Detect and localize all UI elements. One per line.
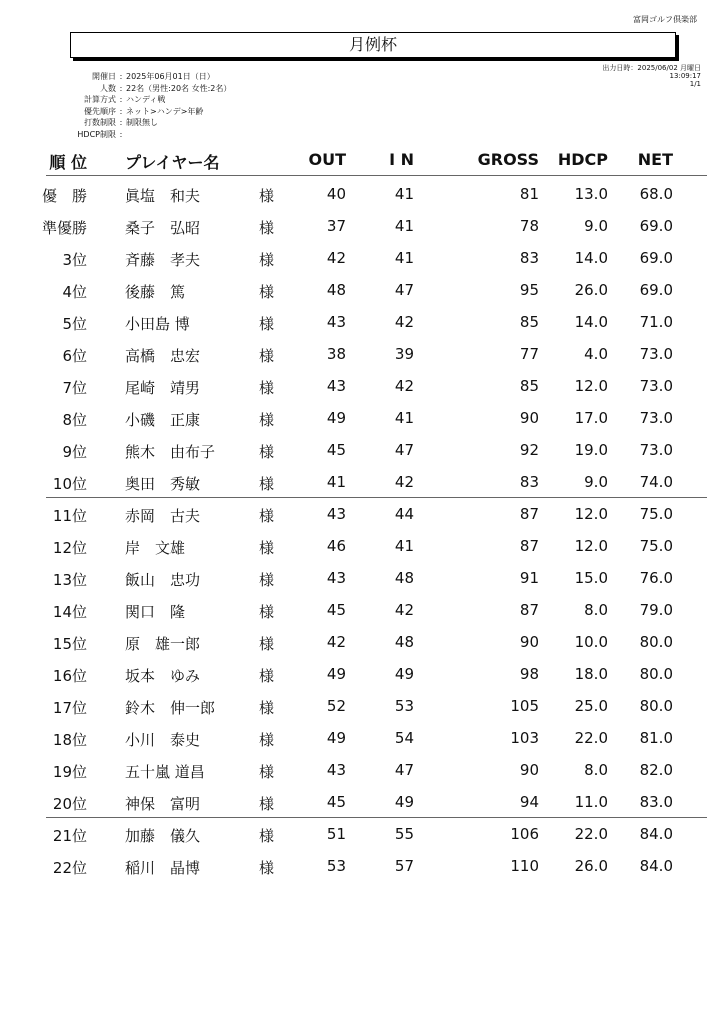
- cell-net: 81.0: [639, 729, 673, 747]
- cell-honorific: 様: [259, 731, 275, 749]
- cell-name: 斉藤 孝夫: [125, 251, 201, 269]
- cell-honorific: 様: [259, 763, 275, 781]
- cell-name: 関口 隆: [125, 603, 186, 621]
- cell-gross: 87: [519, 537, 539, 555]
- cell-in: 53: [394, 697, 414, 715]
- table-row: [0, 433, 723, 465]
- cell-net: 69.0: [639, 249, 673, 267]
- meta-row: 優先順序 : ネット>ハンデ>年齢: [42, 106, 231, 118]
- cell-name: 後藤 篤: [125, 283, 186, 301]
- header-player: プレイヤー名: [125, 153, 220, 172]
- cell-honorific: 様: [259, 315, 275, 333]
- cell-in: 42: [394, 313, 414, 331]
- meta-row: 計算方式 : ハンディ戦: [42, 94, 231, 106]
- cell-honorific: 様: [259, 667, 275, 685]
- cell-net: 73.0: [639, 377, 673, 395]
- cell-in: 47: [394, 441, 414, 459]
- cell-honorific: 様: [259, 411, 275, 429]
- cell-rank: 12位: [52, 539, 87, 557]
- cell-net: 76.0: [639, 569, 673, 587]
- cell-out: 42: [326, 249, 346, 267]
- cell-hdcp: 17.0: [574, 409, 608, 427]
- cell-net: 75.0: [639, 537, 673, 555]
- cell-hdcp: 13.0: [574, 185, 608, 203]
- cell-net: 69.0: [639, 217, 673, 235]
- cell-net: 83.0: [639, 793, 673, 811]
- cell-out: 43: [326, 569, 346, 587]
- meta-row: 打数制限 : 制限無し: [42, 117, 231, 129]
- cell-rank: 21位: [52, 827, 87, 845]
- cell-honorific: 様: [259, 859, 275, 877]
- table-row: [0, 561, 723, 593]
- meta-value: ハンディ戦: [126, 95, 166, 105]
- cell-hdcp: 26.0: [574, 281, 608, 299]
- cell-name: 原 雄一郎: [125, 635, 201, 653]
- cell-out: 43: [326, 313, 346, 331]
- cell-name: 稲川 晶博: [125, 859, 201, 877]
- table-row: [0, 209, 723, 241]
- cell-hdcp: 8.0: [584, 601, 608, 619]
- cell-in: 41: [394, 537, 414, 555]
- cell-gross: 87: [519, 601, 539, 619]
- cell-name: 赤岡 古夫: [125, 507, 201, 525]
- meta-row: 人数 : 22名（男性:20名 女性:2名）: [42, 83, 231, 95]
- table-row: [0, 849, 723, 881]
- cell-rank: 4位: [62, 283, 87, 301]
- results-table: [0, 177, 723, 881]
- output-time: 13:09:17: [669, 72, 701, 80]
- cell-gross: 83: [519, 249, 539, 267]
- cell-net: 84.0: [639, 857, 673, 875]
- cell-honorific: 様: [259, 379, 275, 397]
- cell-in: 49: [394, 665, 414, 683]
- table-row: [0, 689, 723, 721]
- cell-in: 48: [394, 633, 414, 651]
- cell-in: 48: [394, 569, 414, 587]
- cell-out: 49: [326, 409, 346, 427]
- table-row: [0, 273, 723, 305]
- cell-hdcp: 11.0: [574, 793, 608, 811]
- cell-gross: 78: [519, 217, 539, 235]
- cell-out: 43: [326, 505, 346, 523]
- table-row: [0, 593, 723, 625]
- club-name: 富岡ゴルフ倶楽部: [633, 15, 697, 24]
- cell-in: 41: [394, 249, 414, 267]
- meta-label: 優先順序: [84, 106, 116, 116]
- output-date: 出力日時：2025/06/02 月曜日: [602, 64, 701, 72]
- cell-out: 48: [326, 281, 346, 299]
- cell-gross: 106: [510, 825, 539, 843]
- cell-out: 41: [326, 473, 346, 491]
- table-row: [0, 657, 723, 689]
- cell-name: 小川 泰史: [125, 731, 201, 749]
- cell-hdcp: 26.0: [574, 857, 608, 875]
- cell-net: 75.0: [639, 505, 673, 523]
- cell-honorific: 様: [259, 475, 275, 493]
- cell-rank: 6位: [62, 347, 87, 365]
- cell-name: 桑子 弘昭: [125, 219, 201, 237]
- page-number: 1/1: [689, 80, 701, 88]
- cell-out: 53: [326, 857, 346, 875]
- event-meta: [42, 71, 231, 141]
- cell-name: 五十嵐 道昌: [125, 763, 205, 781]
- cell-in: 42: [394, 377, 414, 395]
- cell-gross: 95: [519, 281, 539, 299]
- cell-net: 69.0: [639, 281, 673, 299]
- cell-net: 79.0: [639, 601, 673, 619]
- table-row: [0, 369, 723, 401]
- cell-gross: 103: [510, 729, 539, 747]
- cell-gross: 90: [519, 633, 539, 651]
- meta-label: 計算方式: [84, 95, 116, 105]
- cell-net: 80.0: [639, 665, 673, 683]
- cell-honorific: 様: [259, 699, 275, 717]
- cell-hdcp: 8.0: [584, 761, 608, 779]
- cell-gross: 87: [519, 505, 539, 523]
- cell-rank: 9位: [62, 443, 87, 461]
- cell-in: 44: [394, 505, 414, 523]
- cell-hdcp: 18.0: [574, 665, 608, 683]
- table-row: [0, 337, 723, 369]
- meta-label: 開催日: [92, 72, 116, 81]
- cell-honorific: 様: [259, 635, 275, 653]
- cell-out: 49: [326, 665, 346, 683]
- cell-name: 神保 富明: [125, 795, 201, 813]
- cell-rank: 18位: [52, 731, 87, 749]
- header-divider: [46, 175, 707, 176]
- cell-name: 高橋 忠宏: [125, 347, 201, 365]
- cell-name: 加藤 儀久: [125, 827, 201, 845]
- cell-hdcp: 10.0: [574, 633, 608, 651]
- meta-label: 人数: [100, 83, 116, 93]
- cell-hdcp: 22.0: [574, 825, 608, 843]
- cell-gross: 90: [519, 409, 539, 427]
- cell-in: 39: [394, 345, 414, 363]
- cell-out: 38: [326, 345, 346, 363]
- cell-rank: 16位: [52, 667, 87, 685]
- cell-in: 49: [394, 793, 414, 811]
- cell-net: 80.0: [639, 697, 673, 715]
- cell-out: 49: [326, 729, 346, 747]
- header-hdcp: HDCP: [557, 150, 608, 169]
- cell-hdcp: 25.0: [574, 697, 608, 715]
- cell-out: 45: [326, 793, 346, 811]
- cell-hdcp: 14.0: [574, 313, 608, 331]
- cell-out: 43: [326, 761, 346, 779]
- header-rank: 順 位: [49, 153, 87, 172]
- cell-name: 小田島 博: [125, 315, 190, 333]
- cell-net: 80.0: [639, 633, 673, 651]
- cell-hdcp: 9.0: [584, 473, 608, 491]
- cell-hdcp: 12.0: [574, 505, 608, 523]
- cell-out: 52: [326, 697, 346, 715]
- header-gross: GROSS: [477, 150, 539, 169]
- meta-value: 2025年06月01日（日）: [126, 72, 215, 81]
- cell-out: 37: [326, 217, 346, 235]
- cell-rank: 17位: [52, 699, 87, 717]
- cell-hdcp: 22.0: [574, 729, 608, 747]
- cell-net: 68.0: [639, 185, 673, 203]
- cell-gross: 92: [519, 441, 539, 459]
- table-row: [0, 721, 723, 753]
- cell-rank: 19位: [52, 763, 87, 781]
- cell-out: 40: [326, 185, 346, 203]
- cell-in: 41: [394, 185, 414, 203]
- meta-row: 開催日 : 2025年06月01日（日）: [42, 71, 231, 83]
- cell-honorific: 様: [259, 795, 275, 813]
- cell-name: 尾崎 靖男: [125, 379, 201, 397]
- cell-gross: 81: [519, 185, 539, 203]
- header-net: NET: [637, 150, 673, 169]
- cell-hdcp: 15.0: [574, 569, 608, 587]
- cell-gross: 85: [519, 377, 539, 395]
- cell-in: 41: [394, 217, 414, 235]
- table-row: [0, 497, 723, 529]
- cell-out: 43: [326, 377, 346, 395]
- cell-honorific: 様: [259, 571, 275, 589]
- meta-value: 22名（男性:20名 女性:2名）: [126, 83, 232, 93]
- cell-rank: 15位: [52, 635, 87, 653]
- cell-net: 84.0: [639, 825, 673, 843]
- cell-net: 73.0: [639, 409, 673, 427]
- cell-net: 71.0: [639, 313, 673, 331]
- cell-name: 鈴木 伸一郎: [125, 699, 216, 717]
- cell-gross: 98: [519, 665, 539, 683]
- cell-rank: 10位: [52, 475, 87, 493]
- cell-in: 42: [394, 601, 414, 619]
- cell-rank: 11位: [52, 507, 87, 525]
- cell-gross: 105: [510, 697, 539, 715]
- cell-out: 46: [326, 537, 346, 555]
- table-header: [0, 150, 723, 172]
- table-row: [0, 753, 723, 785]
- cell-rank: 8位: [62, 411, 87, 429]
- cell-honorific: 様: [259, 603, 275, 621]
- meta-label: 打数制限: [84, 118, 116, 128]
- cell-out: 42: [326, 633, 346, 651]
- output-info: [602, 64, 701, 88]
- cell-net: 82.0: [639, 761, 673, 779]
- cell-honorific: 様: [259, 251, 275, 269]
- cell-rank: 14位: [52, 603, 87, 621]
- cell-net: 73.0: [639, 441, 673, 459]
- meta-value: 制限無し: [126, 118, 158, 128]
- meta-value: ネット>ハンデ>年齢: [126, 106, 204, 116]
- cell-rank: 5位: [62, 315, 87, 333]
- cell-in: 41: [394, 409, 414, 427]
- cell-honorific: 様: [259, 507, 275, 525]
- cell-hdcp: 12.0: [574, 537, 608, 555]
- cell-rank: 準優勝: [41, 219, 87, 237]
- cell-in: 55: [394, 825, 414, 843]
- cell-gross: 90: [519, 761, 539, 779]
- cell-honorific: 様: [259, 443, 275, 461]
- table-row: [0, 817, 723, 849]
- cell-rank: 7位: [62, 379, 87, 397]
- cell-hdcp: 19.0: [574, 441, 608, 459]
- table-row: [0, 177, 723, 209]
- cell-name: 岸 文雄: [125, 539, 186, 557]
- cell-honorific: 様: [259, 219, 275, 237]
- header-out: OUT: [308, 150, 346, 169]
- cell-rank: 3位: [62, 251, 87, 269]
- cell-in: 42: [394, 473, 414, 491]
- table-row: [0, 401, 723, 433]
- cell-name: 眞塩 和夫: [125, 187, 201, 205]
- table-row: [0, 305, 723, 337]
- cell-honorific: 様: [259, 827, 275, 845]
- cell-rank: 20位: [52, 795, 87, 813]
- cell-name: 飯山 忠功: [125, 571, 201, 589]
- cell-gross: 94: [519, 793, 539, 811]
- cell-in: 47: [394, 761, 414, 779]
- cell-out: 45: [326, 601, 346, 619]
- cell-gross: 77: [519, 345, 539, 363]
- page-title: 月例杯: [70, 32, 676, 58]
- cell-name: 小磯 正康: [125, 411, 201, 429]
- header-in: I N: [389, 150, 414, 169]
- cell-hdcp: 14.0: [574, 249, 608, 267]
- cell-net: 74.0: [639, 473, 673, 491]
- cell-honorific: 様: [259, 539, 275, 557]
- cell-name: 坂本 ゆみ: [125, 667, 201, 685]
- table-row: [0, 785, 723, 817]
- cell-honorific: 様: [259, 347, 275, 365]
- cell-name: 熊木 由布子: [125, 443, 216, 461]
- cell-rank: 13位: [52, 571, 87, 589]
- cell-honorific: 様: [259, 187, 275, 205]
- cell-name: 奥田 秀敏: [125, 475, 201, 493]
- cell-net: 73.0: [639, 345, 673, 363]
- cell-rank: 優 勝: [41, 187, 87, 205]
- cell-in: 57: [394, 857, 414, 875]
- cell-in: 47: [394, 281, 414, 299]
- table-row: [0, 625, 723, 657]
- cell-hdcp: 12.0: [574, 377, 608, 395]
- cell-gross: 110: [510, 857, 539, 875]
- table-row: [0, 529, 723, 561]
- cell-out: 45: [326, 441, 346, 459]
- cell-gross: 83: [519, 473, 539, 491]
- cell-rank: 22位: [52, 859, 87, 877]
- cell-out: 51: [326, 825, 346, 843]
- cell-gross: 85: [519, 313, 539, 331]
- cell-hdcp: 9.0: [584, 217, 608, 235]
- cell-in: 54: [394, 729, 414, 747]
- meta-row: HDCP制限 :: [42, 129, 231, 141]
- cell-honorific: 様: [259, 283, 275, 301]
- cell-gross: 91: [519, 569, 539, 587]
- meta-label: HDCP制限: [77, 129, 116, 139]
- table-row: [0, 465, 723, 497]
- table-row: [0, 241, 723, 273]
- cell-hdcp: 4.0: [584, 345, 608, 363]
